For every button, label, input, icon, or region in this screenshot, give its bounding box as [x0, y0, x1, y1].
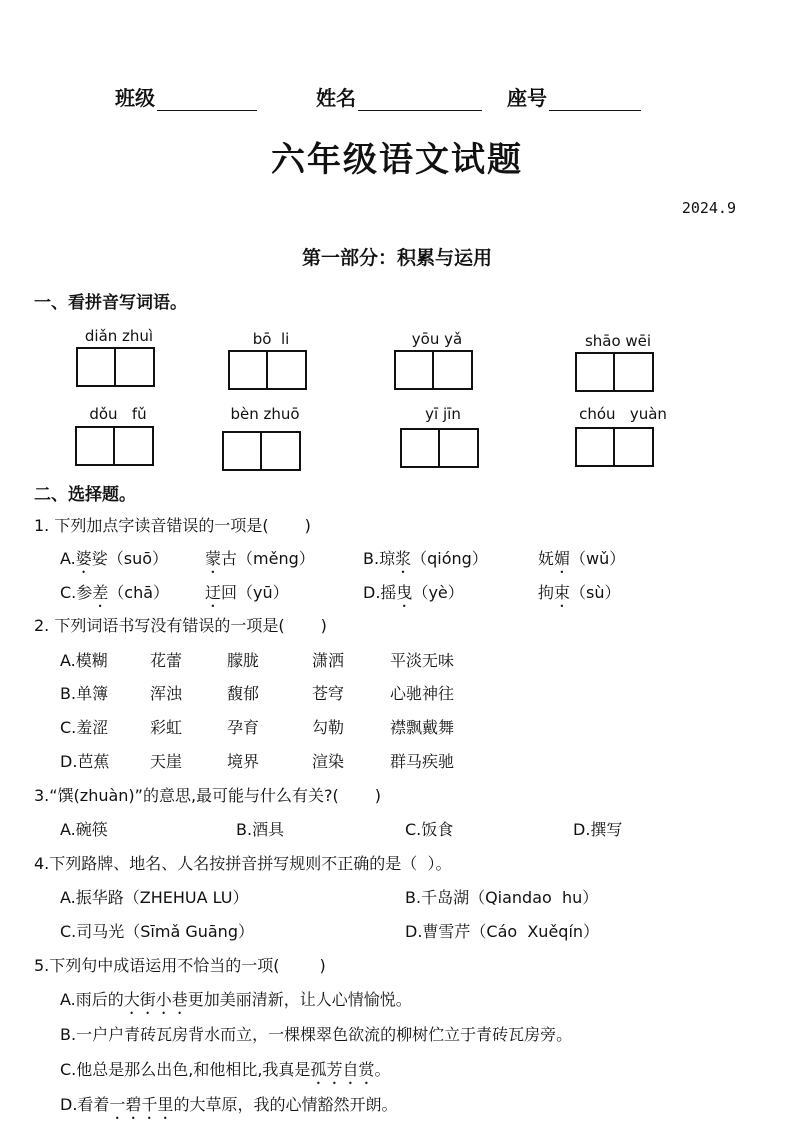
student-info-row	[0, 82, 794, 112]
q1-stem: 1. 下列加点字读音错误的一项是(	[34, 516, 269, 535]
seat-blank[interactable]	[549, 90, 641, 111]
pinyin-text: dǒu fǔ	[89, 405, 147, 423]
pinyin-item	[573, 405, 673, 469]
q1-stem-end: )	[304, 516, 311, 535]
pinyin-text: diǎn zhuì	[84, 327, 154, 345]
pinyin-text: yōu yǎ	[411, 330, 463, 348]
q5-stem: 5.下列句中成语运用不恰当的一项(	[34, 956, 280, 975]
q2-word: 群马疾驰	[390, 752, 455, 771]
q3-option-d[interactable]: D.撰写	[573, 820, 623, 839]
q1-option-c2: 迂回（yū）	[205, 583, 289, 602]
pinyin-text: bèn zhuō	[230, 405, 300, 423]
answer-box[interactable]	[438, 428, 479, 468]
q2-word: 襟飘戴舞	[390, 718, 455, 737]
pinyin-item	[398, 405, 488, 471]
seat-label: 座号	[507, 86, 547, 110]
q1-option-d1[interactable]: D.摇曳（yè）	[363, 583, 464, 602]
q2-word: 孕育	[227, 718, 260, 737]
q3-option-b[interactable]: B.酒具	[236, 820, 285, 839]
q2-word: 花蕾	[150, 651, 183, 670]
answer-box[interactable]	[575, 427, 615, 467]
pinyin-text: yī jīn	[425, 405, 461, 423]
answer-box[interactable]	[266, 350, 307, 390]
q2-word: 浑浊	[150, 684, 183, 703]
q2-word: 渲染	[312, 752, 345, 771]
q2-word: 境界	[227, 752, 260, 771]
pinyin-item	[226, 330, 316, 394]
seat-field[interactable]	[507, 82, 641, 111]
q2-word: 馥郁	[227, 684, 260, 703]
q5-c-pre: C.他总是那么出色,和他相比,我真是	[60, 1060, 311, 1079]
q2-stem-end: )	[320, 616, 327, 635]
name-label: 姓名	[316, 86, 356, 110]
q2-word: 苍穹	[312, 684, 345, 703]
pinyin-item	[220, 405, 310, 475]
q2-word: A.模糊	[60, 651, 108, 670]
q2-word: 勾勒	[312, 718, 345, 737]
question-5	[34, 953, 326, 976]
q5-stem-end: )	[319, 956, 326, 975]
answer-box[interactable]	[613, 352, 654, 392]
q4-option-b[interactable]: B.千岛湖（Qiandao hu）	[405, 888, 599, 907]
question-3	[34, 783, 381, 806]
q5-c-dotted: 孤芳自赏	[310, 1060, 375, 1079]
q2-word: 朦胧	[227, 651, 260, 670]
q5-option-b[interactable]: B.一户户青砖瓦房背水而立，一棵棵翠色欲流的柳树伫立于青砖瓦房旁。	[60, 1025, 573, 1044]
name-blank[interactable]	[358, 90, 482, 111]
class-label: 班级	[115, 86, 155, 110]
q2-word: B.单簿	[60, 684, 109, 703]
class-field[interactable]	[115, 82, 257, 111]
q4-option-a[interactable]: A.振华路（ZHEHUA LU）	[60, 888, 249, 907]
answer-box[interactable]	[613, 427, 654, 467]
name-field[interactable]	[316, 82, 482, 111]
q5-a-post: 更加美丽清新，让人心情愉悦。	[187, 990, 412, 1009]
answer-box[interactable]	[400, 428, 440, 468]
pinyin-item	[73, 405, 163, 469]
q3-stem-end: )	[374, 786, 382, 805]
answer-box[interactable]	[75, 426, 115, 466]
q1-option-d2: 拘束（sù）	[538, 583, 621, 602]
pinyin-text: bō li	[252, 330, 290, 348]
pinyin-item	[392, 330, 482, 394]
q2-word: 天崖	[150, 752, 183, 771]
question-2	[34, 613, 327, 636]
q5-option-a[interactable]	[60, 987, 412, 1018]
answer-box[interactable]	[113, 426, 154, 466]
q5-a-pre: A.雨后的	[60, 990, 124, 1009]
q2-word: 潇洒	[312, 651, 345, 670]
pinyin-text: chóu yuàn	[579, 405, 667, 423]
q5-option-d[interactable]	[60, 1092, 397, 1123]
q2-word: 彩虹	[150, 718, 183, 737]
q3-option-c[interactable]: C.饭食	[405, 820, 454, 839]
section1-heading: 一、看拼音写词语。	[34, 293, 187, 313]
question-1	[34, 513, 311, 536]
pinyin-item	[74, 327, 164, 391]
answer-box[interactable]	[394, 350, 434, 390]
q1-option-a2: 蒙古（měng）	[205, 549, 315, 568]
pinyin-text: shāo wēi	[584, 332, 652, 350]
answer-box[interactable]	[76, 347, 116, 387]
section2-heading: 二、选择题。	[34, 485, 136, 505]
pinyin-item	[573, 332, 663, 396]
q2-word: D.芭蕉	[60, 752, 110, 771]
q2-word: 心驰神往	[390, 684, 455, 703]
answer-box[interactable]	[575, 352, 615, 392]
q5-c-post: 。	[374, 1060, 391, 1079]
part-heading: 第一部分：积累与运用	[301, 247, 492, 269]
q5-a-dotted: 大街小巷	[123, 990, 188, 1009]
q5-d-pre: D.看着	[60, 1095, 110, 1114]
question-4: 4.下列路牌、地名、人名按拼音拼写规则不正确的是（ ）。	[34, 854, 452, 873]
q3-option-a[interactable]: A.碗筷	[60, 820, 108, 839]
answer-box[interactable]	[260, 431, 301, 471]
q4-option-d[interactable]: D.曹雪芹（Cáo Xuěqín）	[405, 922, 600, 941]
answer-box[interactable]	[228, 350, 268, 390]
q4-option-c[interactable]: C.司马光（Sīmǎ Guāng）	[60, 922, 254, 941]
q1-option-a1[interactable]: A.婆娑（suō）	[60, 549, 169, 568]
q1-option-b1[interactable]: B.琼浆（qióng）	[363, 549, 488, 568]
answer-box[interactable]	[432, 350, 473, 390]
q3-stem: 3.“馔(zhuàn)”的意思,最可能与什么有关?(	[34, 786, 339, 805]
exam-title: 六年级语文试题	[271, 140, 523, 180]
q5-d-post: 的大草原，我的心情豁然开朗。	[173, 1095, 398, 1114]
answer-box[interactable]	[222, 431, 262, 471]
q1-option-b2: 妩媚（wǔ）	[538, 549, 626, 568]
q1-option-c1[interactable]: C.参差（chā）	[60, 583, 170, 602]
q2-stem: 2. 下列词语书写没有错误的一项是(	[34, 616, 285, 635]
q5-option-c[interactable]	[60, 1057, 390, 1088]
q2-word: 平淡无味	[390, 651, 455, 670]
answer-box[interactable]	[114, 347, 155, 387]
exam-date: 2024.9	[681, 199, 736, 217]
class-blank[interactable]	[157, 90, 257, 111]
q2-word: C.羞涩	[60, 718, 109, 737]
q5-d-dotted: 一碧千里	[109, 1095, 174, 1114]
